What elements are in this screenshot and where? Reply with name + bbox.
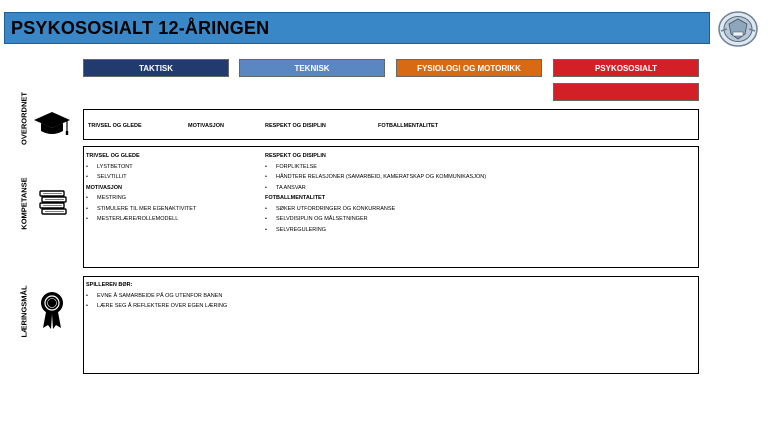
list-item: • MESTRING bbox=[86, 193, 196, 204]
page-title: PSYKOSOSIALT 12-ÅRINGEN bbox=[11, 18, 270, 38]
kompetanse-left-column bbox=[86, 151, 196, 225]
kompetanse-right-column bbox=[265, 151, 486, 235]
tab-psykososialt[interactable]: PSYKOSOSIALT bbox=[553, 59, 699, 77]
list-item: • STIMULERE TIL MER EGENAKTIVITET bbox=[86, 204, 196, 215]
list-item: • SELVREGULERING bbox=[265, 225, 486, 236]
section-label-laeringsmal: LÆRINGSMÅL bbox=[19, 285, 29, 338]
list-item: • MESTERLÆRE/ROLLEMODELL bbox=[86, 214, 196, 225]
title-bar bbox=[4, 12, 710, 44]
award-ribbon-icon bbox=[39, 290, 65, 330]
overordnet-item: MOTIVASJON bbox=[188, 123, 224, 129]
section-label-kompetanse: KOMPETANSE bbox=[19, 177, 29, 230]
laeringsmal-box bbox=[83, 276, 699, 374]
tab-fysiologi-og-motorikk[interactable]: FYSIOLOGI OG MOTORIKK bbox=[396, 59, 542, 77]
list-item: • EVNE Å SAMARBEIDE PÅ OG UTENFOR BANEN bbox=[86, 291, 227, 302]
tab-taktisk[interactable]: TAKTISK bbox=[83, 59, 229, 77]
laeringsmal-heading: SPILLEREN BØR: bbox=[86, 282, 133, 288]
list-item: • LYSTBETONT bbox=[86, 162, 196, 173]
kompetanse-heading: TRIVSEL OG GLEDE bbox=[86, 153, 140, 159]
list-item: • FORPLIKTELSE bbox=[265, 162, 486, 173]
list-item: • SØKER UTFORDRINGER OG KONKURRANSE bbox=[265, 204, 486, 215]
books-icon bbox=[38, 189, 68, 215]
list-item: • LÆRE SEG Å REFLEKTERE OVER EGEN LÆRING bbox=[86, 301, 227, 312]
kompetanse-heading: RESPEKT OG DISIPLIN bbox=[265, 153, 326, 159]
overordnet-box bbox=[83, 109, 699, 140]
overordnet-item: FOTBALLMENTALITET bbox=[378, 123, 439, 129]
section-label-overordnet: OVERORDNET bbox=[19, 92, 29, 145]
overordnet-item: TRIVSEL OG GLEDE bbox=[88, 123, 142, 129]
list-item: • SELVDISIPLIN OG MÅLSETNINGER bbox=[265, 214, 486, 225]
laeringsmal-content bbox=[86, 280, 227, 312]
club-emblem-icon bbox=[717, 10, 759, 48]
list-item: • HÅNDTERE RELASJONER (SAMARBEID, KAMERATSKAP OG KOMMUNIKASJON) bbox=[265, 172, 486, 183]
list-item: • SELVTILLIT bbox=[86, 172, 196, 183]
kompetanse-heading: FOTBALLMENTALITET bbox=[265, 195, 326, 201]
graduation-cap-icon bbox=[32, 110, 72, 138]
psykososialt-indicator-bar bbox=[553, 83, 699, 101]
kompetanse-box bbox=[83, 146, 699, 268]
kompetanse-heading: MOTIVASJON bbox=[86, 184, 122, 191]
overordnet-item: RESPEKT OG DISIPLIN bbox=[265, 123, 326, 129]
list-item: • TA ANSVAR bbox=[265, 183, 486, 194]
tab-teknisk[interactable]: TEKNISK bbox=[239, 59, 385, 77]
